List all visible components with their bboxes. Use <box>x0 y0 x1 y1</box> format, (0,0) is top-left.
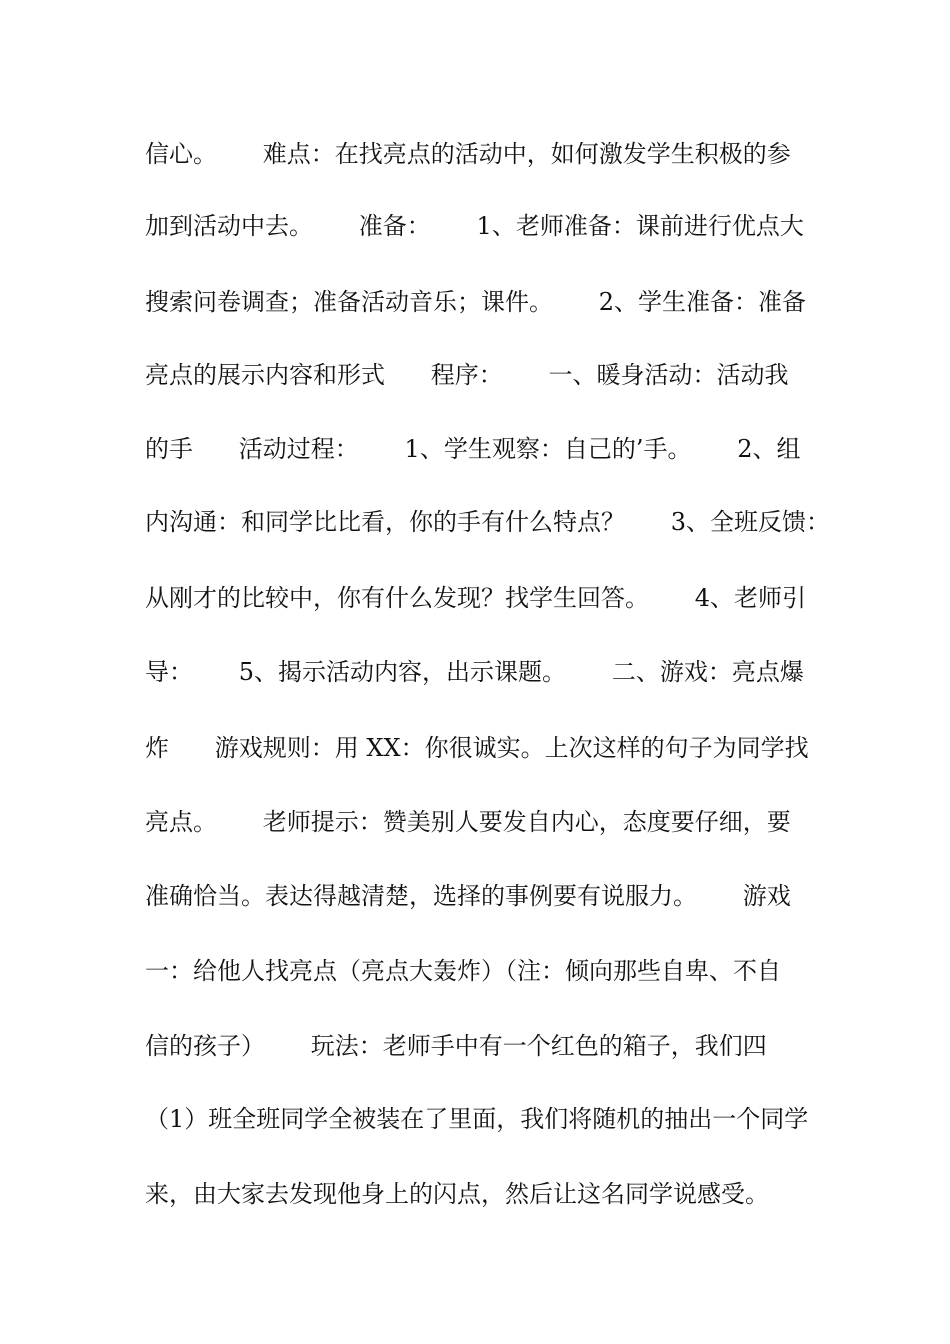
text-line: 加到活动中去。 准备： 1、老师准备：课前进行优点大 <box>145 212 804 240</box>
text-line: 亮点的展示内容和形式 程序： 一、暖身活动：活动我 <box>145 361 789 389</box>
text-line: 亮点。 老师提示：赞美别人要发自内心，态度要仔细，要 <box>145 808 791 836</box>
text-line: 的手 活动过程： 1、学生观察：自己的’手。 2、组 <box>145 435 801 463</box>
text-line: 炸 游戏规则：用 XX：你很诚实。上次这样的句子为同学找 <box>145 734 809 762</box>
text-line: 搜索问卷调查；准备活动音乐；课件。 2、学生准备：准备 <box>145 288 807 316</box>
text-line: 内沟通：和同学比比看，你的手有什么特点？ 3、全班反馈： <box>145 508 831 536</box>
text-line: （1）班全班同学全被装在了里面，我们将随机的抽出一个同学 <box>145 1105 809 1133</box>
text-line: 一：给他人找亮点（亮点大轰炸）（注：倾向那些自卑、不自 <box>145 957 781 985</box>
text-line: 准确恰当。表达得越清楚，选择的事例要有说服力。 游戏 <box>145 882 791 910</box>
text-line: 信心。 难点：在找亮点的活动中，如何激发学生积极的参 <box>145 140 791 168</box>
text-line: 从刚才的比较中，你有什么发现？找学生回答。 4、老师引 <box>145 584 807 612</box>
text-line: 导： 5、揭示活动内容，出示课题。 二、游戏：亮点爆 <box>145 658 804 686</box>
text-line: 来，由大家去发现他身上的闪点，然后让这名同学说感受。 <box>145 1180 769 1208</box>
text-line: 信的孩子） 玩法：老师手中有一个红色的箱子，我们四 <box>145 1032 767 1060</box>
